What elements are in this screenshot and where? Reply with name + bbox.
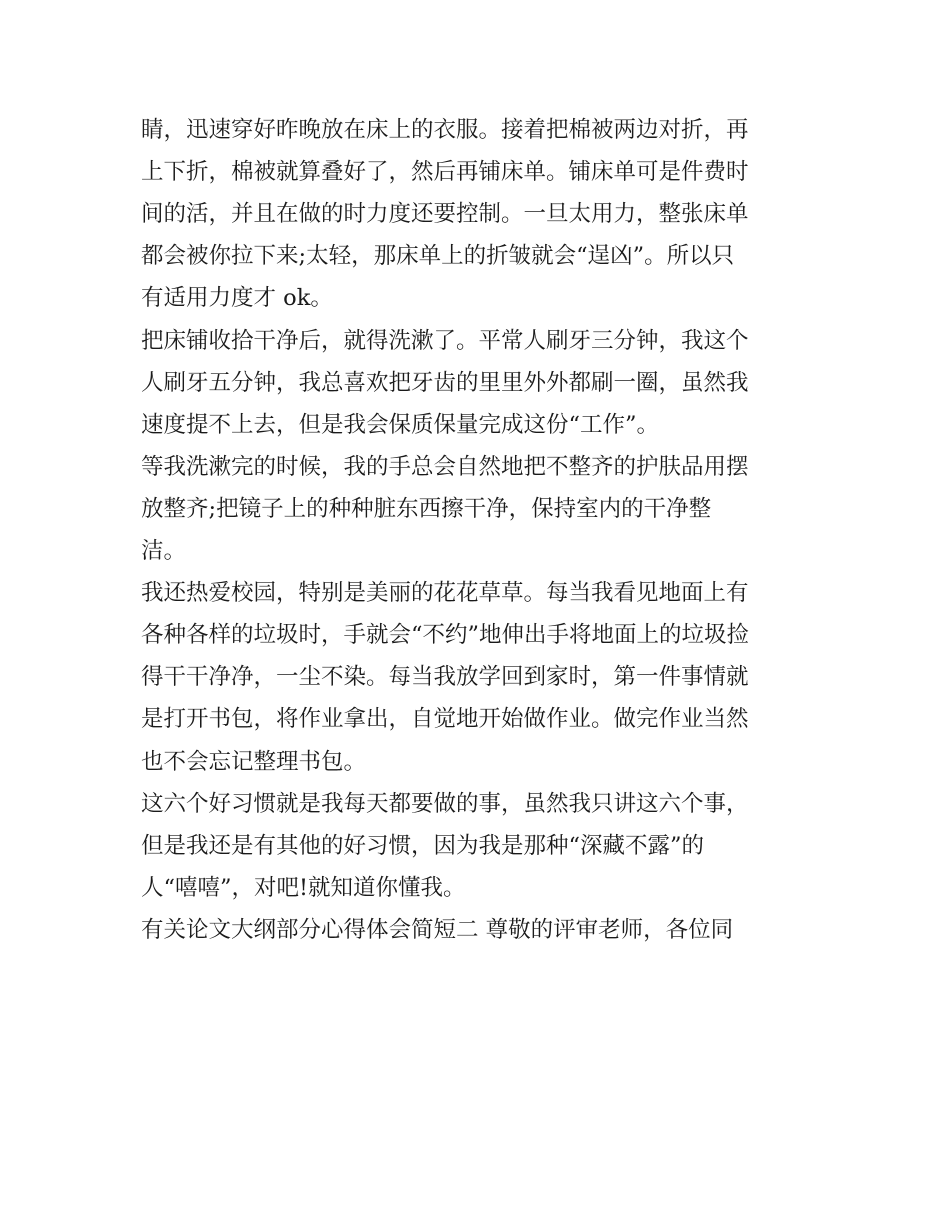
text-line: 间的活，并且在做的时力度还要控制。一旦太用力，整张床单: [141, 201, 749, 228]
text-line: 放整齐;把镜子上的种种脏东西擦干净，保持室内的干净整: [141, 495, 712, 522]
text-line: 有关论文大纲部分心得体会简短二 尊敬的评审老师，各位同: [141, 916, 734, 943]
text-line: 是打开书包，将作业拿出，自觉地开始做作业。做完作业当然: [141, 706, 749, 733]
text-line: 各种各样的垃圾时，手就会“不约”地伸出手将地面上的垃圾捡: [141, 622, 750, 649]
text-line: 但是我还是有其他的好习惯，因为我是那种“深藏不露”的: [141, 832, 705, 859]
text-line: 也不会忘记整理书包。: [141, 748, 367, 775]
text-line: 睛，迅速穿好昨晚放在床上的衣服。接着把棉被两边对折，再: [141, 117, 749, 143]
text-line: 有适用力度才 ok。: [141, 285, 333, 312]
text-line: 得干干净净，一尘不染。每当我放学回到家时，第一件事情就: [141, 664, 749, 691]
text-line: 都会被你拉下来;太轻，那床单上的折皱就会“逞凶”。所以只: [141, 243, 735, 270]
text-line: 洁。: [141, 538, 187, 564]
text-line: 我还热爱校园，特别是美丽的花花草草。每当我看见地面上有: [141, 580, 749, 607]
text-line: 把床铺收拾干净后，就得洗漱了。平常人刷牙三分钟，我这个: [141, 327, 749, 354]
text-line: 这六个好习惯就是我每天都要做的事，虽然我只讲这六个事，: [141, 790, 749, 817]
text-line: 人“嘻嘻”，对吧!就知道你懂我。: [141, 874, 466, 901]
text-line: 人刷牙五分钟，我总喜欢把牙齿的里里外外都刷一圈，虽然我: [141, 369, 749, 396]
text-line: 等我洗漱完的时候，我的手总会自然地把不整齐的护肤品用摆: [141, 453, 749, 480]
text-line: 速度提不上去，但是我会保质保量完成这份“工作”。: [141, 411, 660, 438]
text-line: 上下折，棉被就算叠好了，然后再铺床单。铺床单可是件费时: [141, 159, 749, 186]
